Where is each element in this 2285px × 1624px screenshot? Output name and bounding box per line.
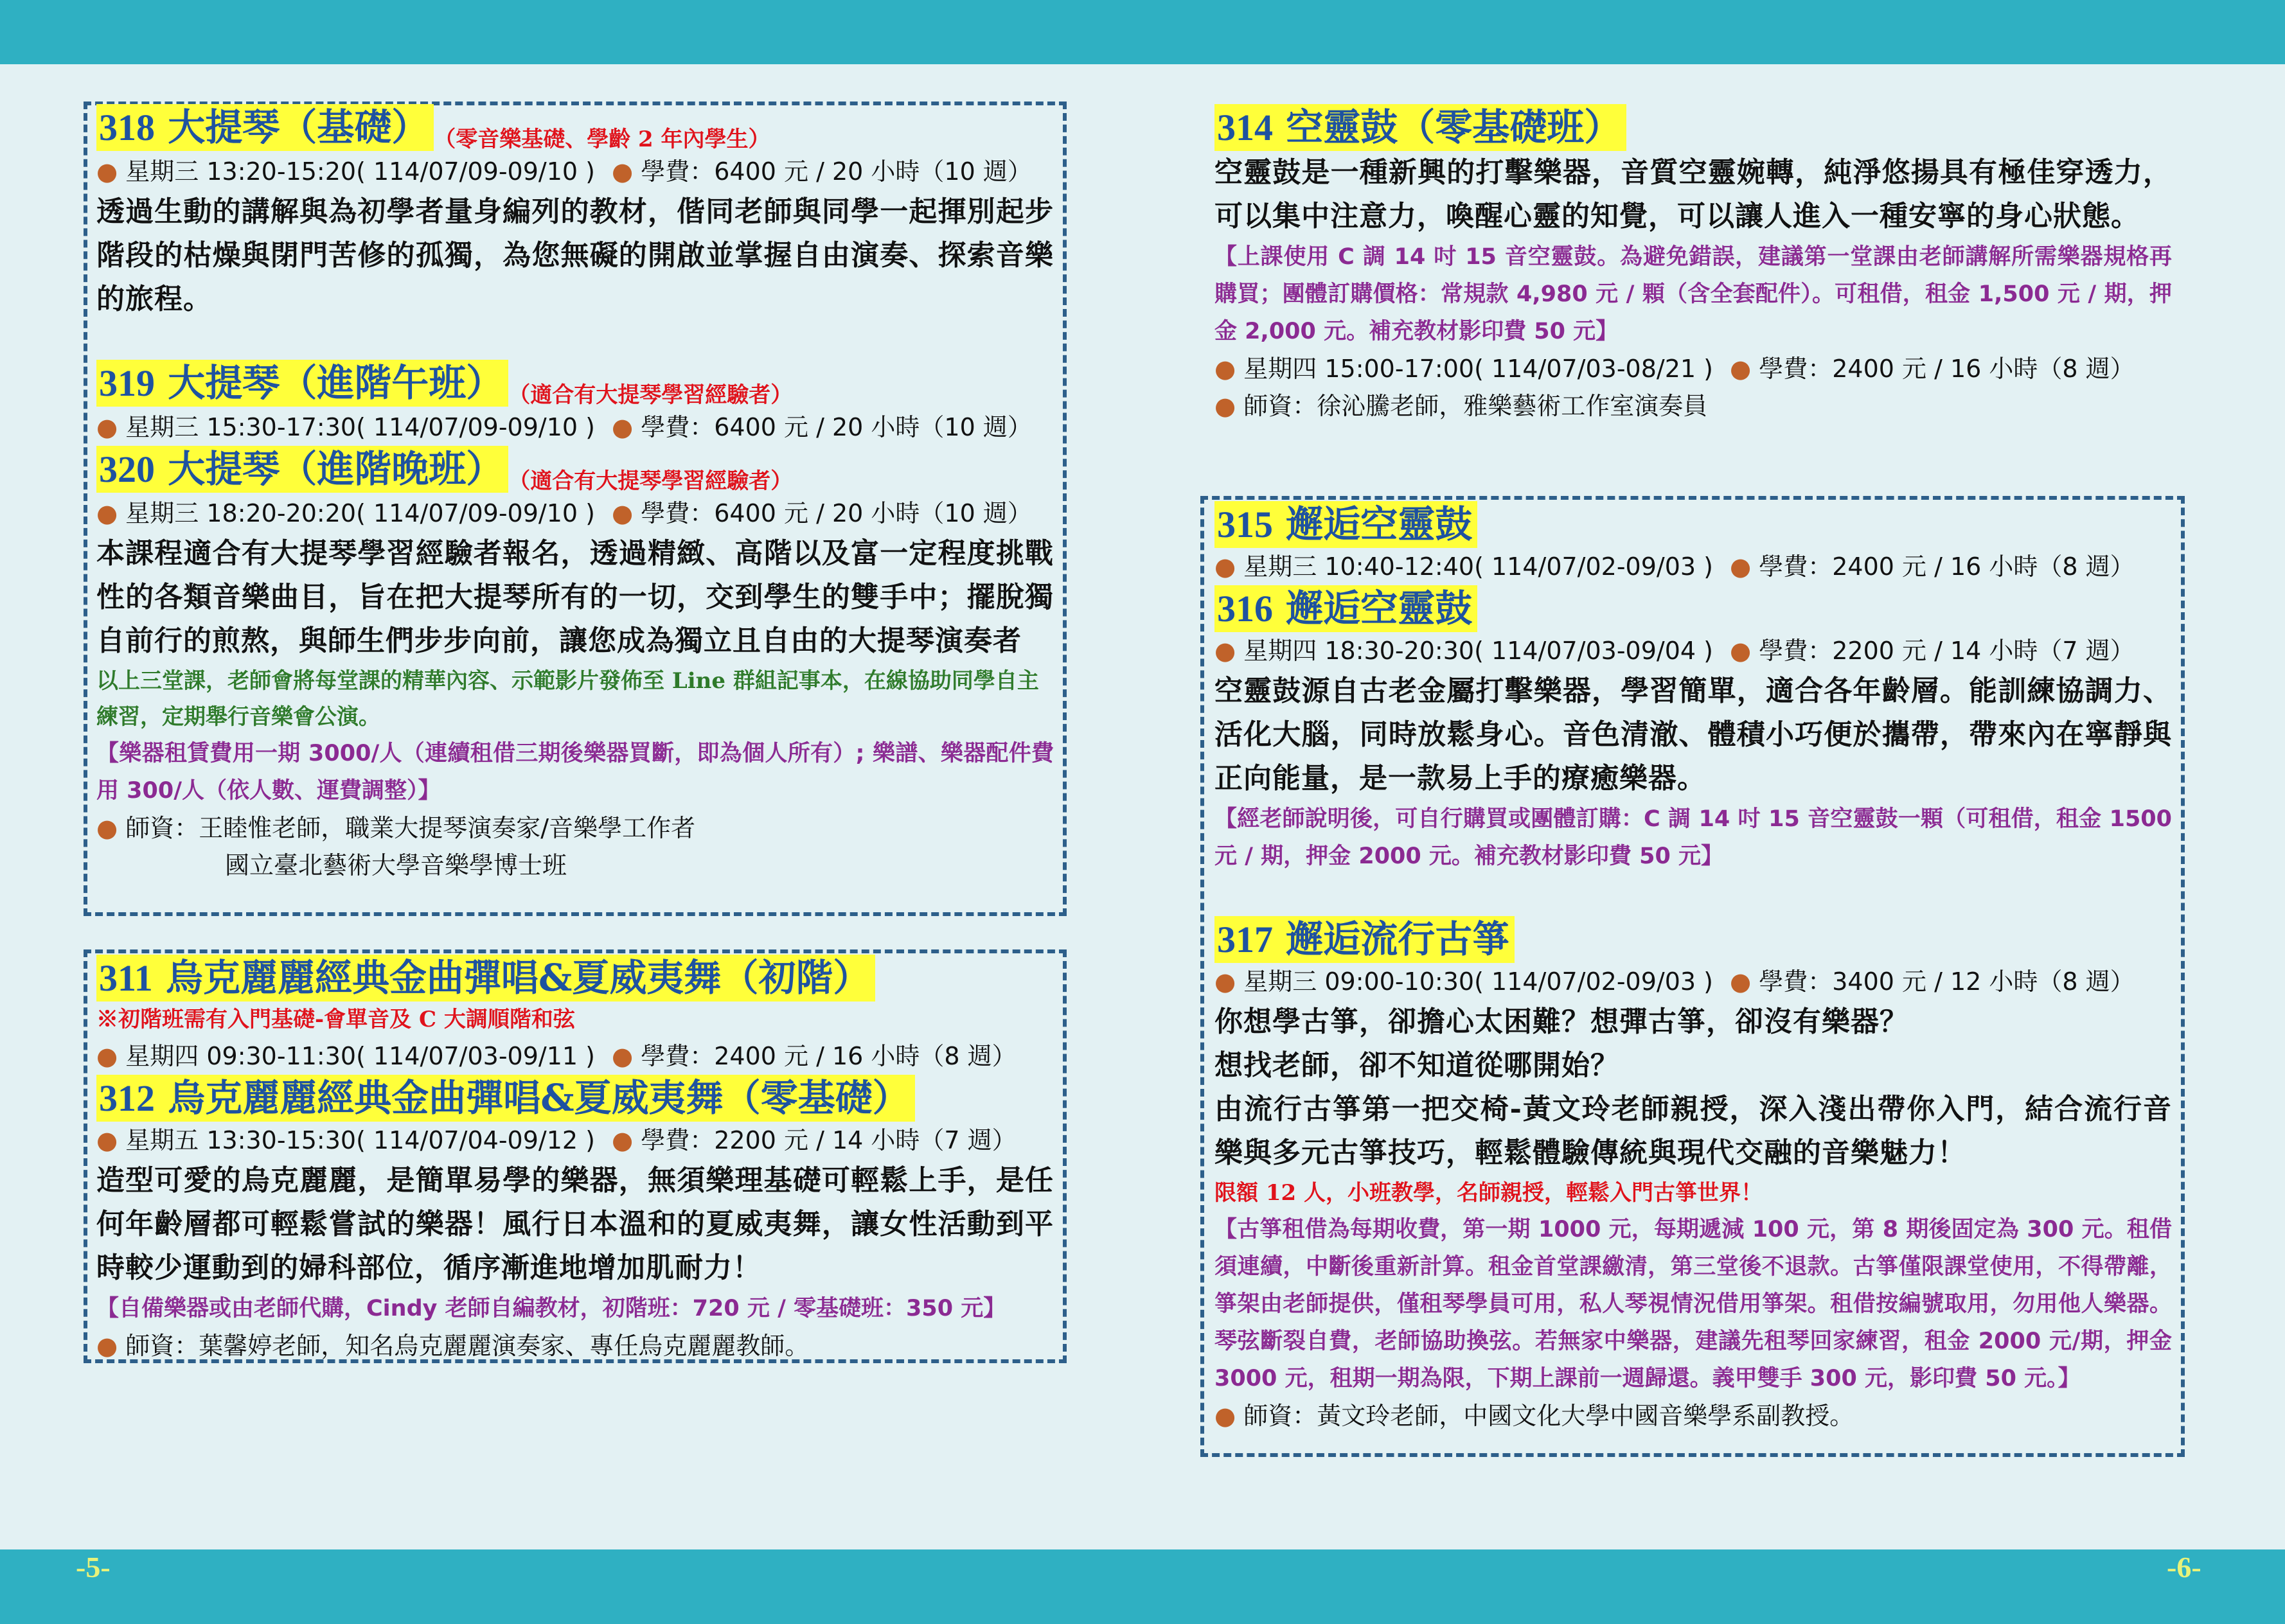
course-317-question-2: 想找老師，卻不知道從哪開始？ bbox=[1214, 1049, 1619, 1082]
course-317-question-1: 你想學古箏，卻擔心太困難？想彈古箏，卻沒有樂器？ bbox=[1214, 1005, 1908, 1038]
page-number-right: -6- bbox=[2167, 1551, 2201, 1584]
bullet-icon: ● bbox=[1729, 552, 1752, 581]
course-316-name: 邂逅空靈鼓 bbox=[1286, 587, 1473, 630]
course-316-schedule: 星期四 18:30-20:30( 114/07/03-09/04 ) bbox=[1243, 637, 1713, 665]
bullet-icon: ● bbox=[611, 157, 634, 186]
course-319-number: 319 bbox=[99, 362, 155, 404]
bullet-icon: ● bbox=[96, 1042, 118, 1070]
course-317-title bbox=[1214, 916, 1515, 963]
course-319-note: （適合有大提琴學習經驗者） bbox=[508, 382, 793, 408]
course-320-rental-note: 【樂器租賃費用一期 3000/人（連續租借三期後樂器買斷，即為個人所有）; 樂譜、樂器配件費用 300/人（依人數、運費調整）】 bbox=[96, 741, 1054, 804]
course-312-teacher-text: 師資：葉馨婷老師，知名烏克麗麗演奏家、專任烏克麗麗教師。 bbox=[125, 1332, 810, 1360]
course-316-info bbox=[1214, 632, 2172, 669]
top-band bbox=[0, 0, 2285, 64]
page-number-left: -5- bbox=[76, 1551, 111, 1584]
course-319-fee: 學費：6400 元 / 20 小時（10 週） bbox=[641, 413, 1032, 441]
bullet-icon: ● bbox=[611, 1126, 634, 1154]
course-317-heading bbox=[1214, 916, 2172, 963]
bullet-icon: ● bbox=[611, 499, 634, 527]
bullet-icon: ● bbox=[96, 499, 118, 527]
bullet-icon: ● bbox=[1729, 637, 1752, 665]
course-320-info bbox=[96, 495, 1054, 532]
course-316-number: 316 bbox=[1217, 588, 1273, 630]
course-312-schedule: 星期五 13:30-15:30( 114/07/04-09/12 ) bbox=[125, 1126, 595, 1154]
course-316-fee: 學費：2200 元 / 14 小時（7 週） bbox=[1759, 637, 2135, 665]
course-316-heading bbox=[1214, 585, 2172, 632]
course-311-requirement: ※初階班需有入門基礎-會單音及 C 大調順階和弦 bbox=[96, 1007, 575, 1032]
cello-course-section bbox=[96, 104, 1054, 884]
course-314-rental-note: 【上課使用 C 調 14 吋 15 音空靈鼓。為避免錯誤，建議第一堂課由老師講解所需樂器規格再購買；團體訂購價格：常規款 4,980 元 / 顆（含全套配件）。可租借，租金 1,500 元 / 期，押金 2,000 元。補充教材影印費 50 元】 bbox=[1214, 244, 2172, 344]
bullet-icon: ● bbox=[96, 157, 118, 186]
course-320-title bbox=[96, 446, 508, 493]
bullet-icon: ● bbox=[96, 814, 118, 842]
course-319-info bbox=[96, 409, 1054, 446]
course-317-limit-note: 限額 12 人，小班教學，名師親授，輕鬆入門古箏世界！ bbox=[1214, 1180, 1763, 1206]
course-317-number: 317 bbox=[1217, 919, 1273, 960]
course-318-info bbox=[96, 153, 1054, 190]
bullet-icon: ● bbox=[96, 413, 118, 441]
bullet-icon: ● bbox=[1214, 392, 1236, 420]
course-320-teacher-degree: 國立臺北藝術大學音樂學博士班 bbox=[225, 851, 567, 879]
course-314-info bbox=[1214, 350, 2172, 387]
course-315-name: 邂逅空靈鼓 bbox=[1286, 502, 1473, 546]
course-320-teacher-text: 師資：王睦惟老師，職業大提琴演奏家/音樂學工作者 bbox=[125, 814, 696, 842]
course-312-info bbox=[96, 1122, 1054, 1159]
course-312-material-note: 【自備樂器或由老師代購，Cindy 老師自編教材，初階班：720 元 / 零基礎班：350 元】 bbox=[96, 1296, 1006, 1321]
course-319-schedule: 星期三 15:30-17:30( 114/07/09-09/10 ) bbox=[125, 413, 595, 441]
course-311-title bbox=[96, 955, 875, 1002]
course-312-name: 烏克麗麗經典金曲彈唱&夏威夷舞（零基礎） bbox=[168, 1076, 910, 1120]
course-312-number: 312 bbox=[99, 1077, 155, 1119]
bullet-icon: ● bbox=[1729, 967, 1752, 996]
bullet-icon: ● bbox=[611, 1042, 634, 1070]
bullet-icon: ● bbox=[1729, 355, 1752, 383]
course-318-description: 透過生動的講解與為初學者量身編列的教材，偕同老師與同學一起揮別起步階段的枯燥與閉門苦修的孤獨，為您無礙的開啟並掌握自由演奏、探索音樂的旅程。 bbox=[96, 195, 1054, 315]
course-314-teacher bbox=[1214, 387, 2172, 425]
course-320-note: （適合有大提琴學習經驗者） bbox=[508, 468, 793, 494]
course-314-title bbox=[1214, 104, 1626, 151]
course-320-teacher bbox=[96, 809, 1054, 847]
course-315-info bbox=[1214, 548, 2172, 585]
course-312-fee: 學費：2200 元 / 14 小時（7 週） bbox=[641, 1126, 1017, 1154]
bullet-icon: ● bbox=[96, 1332, 118, 1360]
course-320-line-note: 以上三堂課，老師會將每堂課的精華內容、示範影片發佈至 Line 群組記事本，在線協助同學自主練習，定期舉行音樂會公演。 bbox=[96, 668, 1039, 730]
course-317-schedule: 星期三 09:00-10:30( 114/07/02-09/03 ) bbox=[1243, 967, 1713, 996]
bullet-icon: ● bbox=[1214, 637, 1236, 665]
ukulele-course-section bbox=[96, 955, 1054, 1364]
course-318-title bbox=[96, 104, 434, 151]
course-319-name: 大提琴（進階午班） bbox=[168, 361, 504, 405]
course-320-description: 本課程適合有大提琴學習經驗者報名，透過精緻、高階以及富一定程度挑戰性的各類音樂曲目，旨在把大提琴所有的一切，交到學生的雙手中；擺脫獨自前行的煎熬，與師生們步步向前，讓您成為獨立且自由的大提琴演奏者 bbox=[96, 537, 1054, 657]
bullet-icon: ● bbox=[1214, 355, 1236, 383]
course-315-title bbox=[1214, 501, 1477, 548]
bullet-icon: ● bbox=[96, 1126, 118, 1154]
course-314-fee: 學費：2400 元 / 16 小時（8 週） bbox=[1759, 355, 2135, 383]
course-318-schedule: 星期三 13:20-15:20( 114/07/09-09/10 ) bbox=[125, 157, 595, 186]
course-312-heading bbox=[96, 1075, 1054, 1122]
course-314-description: 空靈鼓是一種新興的打擊樂器，音質空靈婉轉，純淨悠揚具有極佳穿透力，可以集中注意力，喚醒心靈的知覺，可以讓人進入一種安寧的身心狀態。 bbox=[1214, 156, 2172, 233]
course-315-fee: 學費：2400 元 / 16 小時（8 週） bbox=[1759, 552, 2135, 581]
course-319-title bbox=[96, 360, 508, 407]
course-317-description: 由流行古箏第一把交椅-黃文玲老師親授，深入淺出帶你入門，結合流行音樂與多元古箏技巧，輕鬆體驗傳統與現代交融的音樂魅力！ bbox=[1214, 1093, 2172, 1169]
course-315-schedule: 星期三 10:40-12:40( 114/07/02-09/03 ) bbox=[1243, 552, 1713, 581]
course-314-section bbox=[1214, 104, 2172, 425]
course-318-name: 大提琴（基礎） bbox=[168, 105, 429, 149]
course-316-purchase-note: 【經老師說明後，可自行購買或團體訂購：C 調 14 吋 15 音空靈鼓一顆（可租借，租金 1500 元 / 期，押金 2000 元。補充教材影印費 50 元】 bbox=[1214, 806, 2172, 869]
course-314-heading bbox=[1214, 104, 2172, 151]
course-311-schedule: 星期四 09:30-11:30( 114/07/03-09/11 ) bbox=[125, 1042, 595, 1070]
course-312-title bbox=[96, 1075, 915, 1122]
course-311-name: 烏克麗麗經典金曲彈唱&夏威夷舞（初階） bbox=[166, 956, 871, 1000]
course-315-number: 315 bbox=[1217, 504, 1273, 545]
course-314-name: 空靈鼓（零基礎班） bbox=[1286, 105, 1622, 149]
course-318-note: （零音樂基礎、學齡 2 年內學生） bbox=[434, 127, 770, 152]
course-318-heading bbox=[96, 104, 1054, 153]
bullet-icon: ● bbox=[1214, 1402, 1236, 1430]
course-317-info bbox=[1214, 963, 2172, 1000]
bottom-band bbox=[0, 1549, 2285, 1624]
course-317-fee: 學費：3400 元 / 12 小時（8 週） bbox=[1759, 967, 2135, 996]
course-314-schedule: 星期四 15:00-17:00( 114/07/03-08/21 ) bbox=[1243, 355, 1713, 383]
course-320-name: 大提琴（進階晚班） bbox=[168, 447, 504, 491]
course-314-teacher-text: 師資：徐沁騰老師，雅樂藝術工作室演奏員 bbox=[1243, 392, 1708, 420]
course-316-title bbox=[1214, 585, 1477, 632]
course-317-teacher bbox=[1214, 1397, 2172, 1434]
course-317-rental-note: 【古箏租借為每期收費，第一期 1000 元，每期遞減 100 元，第 8 期後固定為 300 元。租借須連續，中斷後重新計算。租金首堂課繳清，第三堂後不退款。古箏僅限課堂使用，不得帶離，箏架由老師提供，僅租琴學員可用，私人琴視情況借用箏架。租借按編號取用，勿用他人樂器。琴弦斷裂自費，老師協助換弦。若無家中樂器，建議先租琴回家練習，租金 2000 元/期，押金 3000 元，租期一期為限，下期上課前一週歸還。義甲雙手 300 元，影印費 50 元。】 bbox=[1214, 1217, 2172, 1391]
course-316-description: 空靈鼓源自古老金屬打擊樂器，學習簡單，適合各年齡層。能訓練協調力、活化大腦，同時放鬆身心。音色清澈、體積小巧便於攜帶，帶來內在寧靜與正向能量，是一款易上手的療癒樂器。 bbox=[1214, 675, 2172, 795]
course-311-info bbox=[96, 1037, 1054, 1075]
course-317-name: 邂逅流行古箏 bbox=[1286, 917, 1510, 961]
course-311-fee: 學費：2400 元 / 16 小時（8 週） bbox=[641, 1042, 1017, 1070]
bullet-icon: ● bbox=[1214, 552, 1236, 581]
course-318-number: 318 bbox=[99, 107, 155, 148]
course-320-heading bbox=[96, 446, 1054, 495]
course-312-teacher bbox=[96, 1327, 1054, 1364]
handpan-zither-section bbox=[1214, 501, 2172, 1434]
course-320-number: 320 bbox=[99, 448, 155, 490]
course-312-description: 造型可愛的烏克麗麗，是簡單易學的樂器，無須樂理基礎可輕鬆上手，是任何年齡層都可輕鬆嘗試的樂器！風行日本溫和的夏威夷舞，讓女性活動到平時較少運動到的婦科部位，循序漸進地增加肌耐力！ bbox=[96, 1164, 1054, 1284]
course-317-teacher-text: 師資：黃文玲老師，中國文化大學中國音樂學系副教授。 bbox=[1243, 1402, 1854, 1430]
course-314-number: 314 bbox=[1217, 107, 1273, 148]
course-315-heading bbox=[1214, 501, 2172, 548]
course-320-fee: 學費：6400 元 / 20 小時（10 週） bbox=[641, 499, 1032, 527]
course-311-heading bbox=[96, 955, 1054, 1002]
course-319-heading bbox=[96, 360, 1054, 409]
bullet-icon: ● bbox=[1214, 967, 1236, 996]
course-320-schedule: 星期三 18:20-20:20( 114/07/09-09/10 ) bbox=[125, 499, 595, 527]
bullet-icon: ● bbox=[611, 413, 634, 441]
course-311-number: 311 bbox=[99, 957, 153, 999]
course-318-fee: 學費：6400 元 / 20 小時（10 週） bbox=[641, 157, 1032, 186]
